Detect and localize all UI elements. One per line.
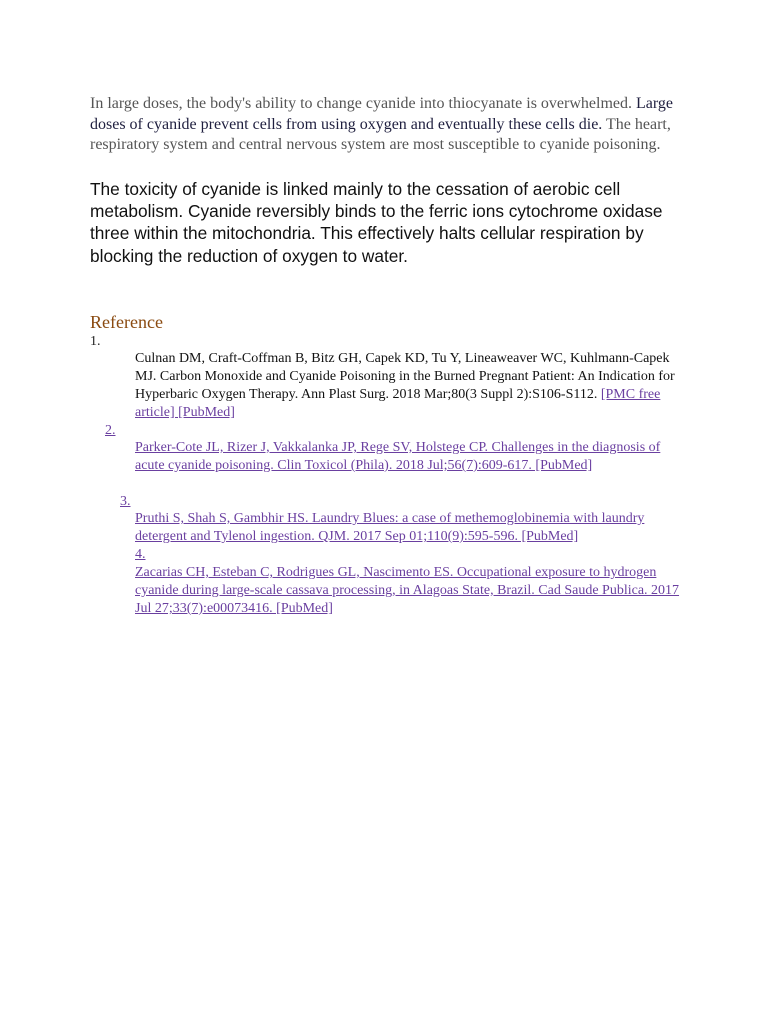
- reference-item-1: [135, 350, 680, 422]
- reference-number-4-link[interactable]: 4.: [135, 547, 146, 562]
- reference-item-3-link[interactable]: [135, 510, 680, 618]
- reference-text: Culnan DM, Craft-Coffman B, Bitz GH, Capek KD, Tu Y, Lineaweaver WC, Kuhlmann-Capek MJ. Carbon Monoxide and Cyanide Poisoning in the Burned Pregnant Patient: An Indication for Hyperbaric Oxygen Therapy. Ann Plast Surg. 2018 Mar;80(3 Suppl 2):S106-S112.: [135, 351, 675, 402]
- paragraph-cyanide-doses: [90, 94, 690, 156]
- reference-number-2-link[interactable]: 2.: [105, 423, 116, 438]
- reference-number-3-link[interactable]: 3.: [120, 494, 131, 509]
- paragraph-cyanide-toxicity: The toxicity of cyanide is linked mainly to the cessation of aerobic cell metabolism. Cyanide reversibly binds to the ferric ions cytochrome oxidase three within the mitochondria. This effectively halts cellular respiration by blocking the reduction of oxygen to water.: [90, 179, 663, 266]
- paragraph-text: The heart, respiratory system and central nervous system are most susceptible to cyanide poisoning.: [90, 115, 671, 154]
- reference-item-2-link[interactable]: Parker-Cote JL, Rizer J, Vakkalanka JP, Rege SV, Holstege CP. Challenges in the diagnosis of acute cyanide poisoning. Clin Toxicol (Phila). 2018 Jul;56(7):609-617. [PubMed]: [135, 440, 661, 473]
- reference-number-1: 1.: [90, 334, 101, 349]
- reference-item-4-link[interactable]: Zacarias CH, Esteban C, Rodrigues GL, Nascimento ES. Occupational exposure to hydrogen cyanide during large-scale cassava processing, in Alagoas State, Brazil. Cad Saude Publica. 2017 Jul 27;33(7):e00073416. [PubMed]: [135, 565, 680, 616]
- reference-heading: Reference: [90, 312, 163, 332]
- paragraph-text-highlight: Large doses of cyanide prevent cells from using oxygen and eventually these cells die.: [90, 95, 674, 133]
- paragraph-text: In large doses, the body's ability to change cyanide into thiocyanate is overwhelmed.: [90, 95, 636, 112]
- pubmed-link[interactable]: [PMC free article] [PubMed]: [135, 387, 661, 420]
- reference-text[interactable]: Pruthi S, Shah S, Gambhir HS. Laundry Blues: a case of methemoglobinemia with laundry detergent and Tylenol ingestion. QJM. 2017 Sep 01;110(9):595-596. [PubMed]: [135, 511, 645, 544]
